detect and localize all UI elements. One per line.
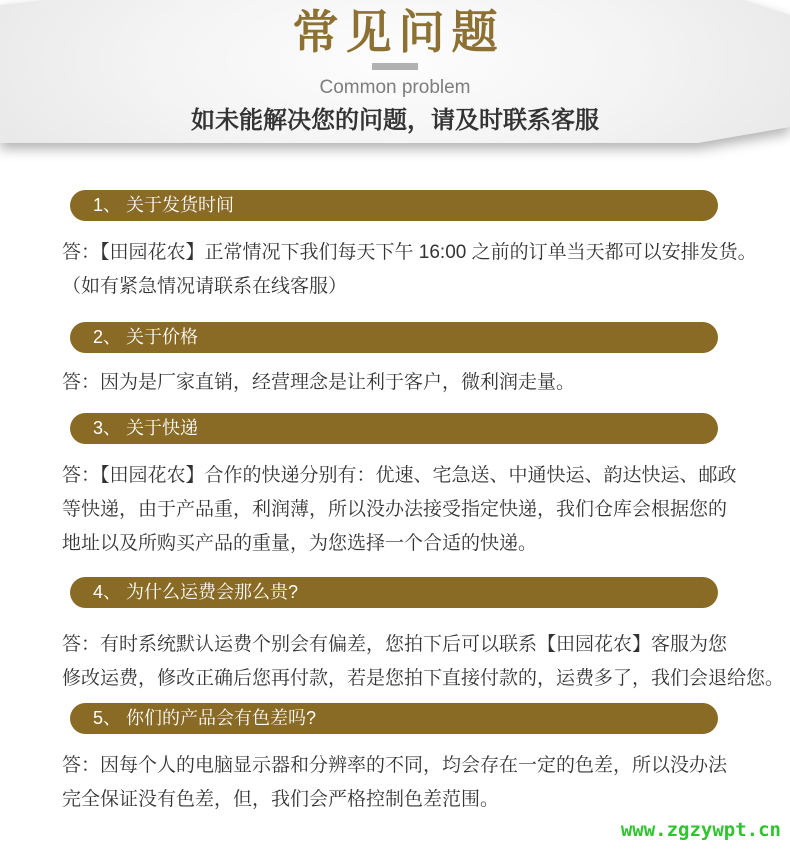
faq-answer-line: 完全保证没有色差，但，我们会严格控制色差范围。 (62, 789, 500, 810)
faq-question-ribbon-2: 2、 关于价格 (70, 322, 718, 353)
faq-question-ribbon-3: 3、 关于快递 (70, 413, 718, 444)
faq-answer-4 (62, 628, 785, 696)
faq-answer-line: 答：因为是厂家直销，经营理念是让利于客户，微利润走量。 (62, 372, 576, 393)
faq-question-ribbon-1: 1、 关于发货时间 (70, 190, 718, 221)
site-watermark-url: www.zgzywpt.cn (620, 819, 781, 841)
faq-answer-line: 答：因每个人的电脑显示器和分辨率的不同，均会存在一定的色差，所以没办法 (62, 755, 728, 776)
page-subtitle-en: Common problem (319, 77, 471, 98)
faq-answer-5 (62, 749, 778, 817)
faq-answer-line: 答：【田园花农】正常情况下我们每天下午 16:00 之前的订单当天都可以安排发货。 (62, 242, 757, 263)
faq-answer-line: （如有紧急情况请联系在线客服） (62, 276, 348, 297)
page-title: 常见问题 (292, 6, 505, 58)
contact-notice: 如未能解决您的问题，请及时联系客服 (191, 107, 599, 134)
faq-answer-3 (62, 459, 778, 561)
faq-question-ribbon-4: 4、 为什么运费会那么贵? (70, 577, 718, 608)
title-divider-bar (372, 63, 418, 70)
hero-banner (0, 0, 790, 170)
faq-answer-2 (62, 366, 778, 400)
faq-question-ribbon-5: 5、 你们的产品会有色差吗? (70, 703, 718, 734)
faq-answer-line: 答：有时系统默认运费个别会有偏差，您拍下后可以联系【田园花农】客服为您 (62, 634, 728, 655)
faq-answer-line: 修改运费，修改正确后您再付款，若是您拍下直接付款的，运费多了，我们会退给您。 (62, 668, 785, 689)
faq-answer-line: 答：【田园花农】合作的快递分别有：优速、宅急送、中通快运、韵达快运、邮政 (62, 465, 737, 486)
faq-answer-1 (62, 236, 778, 304)
faq-answer-line: 地址以及所购买产品的重量，为您选择一个合适的快递。 (62, 533, 538, 554)
hero-content (0, 0, 790, 135)
faq-answer-line: 等快递，由于产品重，利润薄，所以没办法接受指定快递，我们仓库会根据您的 (62, 499, 728, 520)
